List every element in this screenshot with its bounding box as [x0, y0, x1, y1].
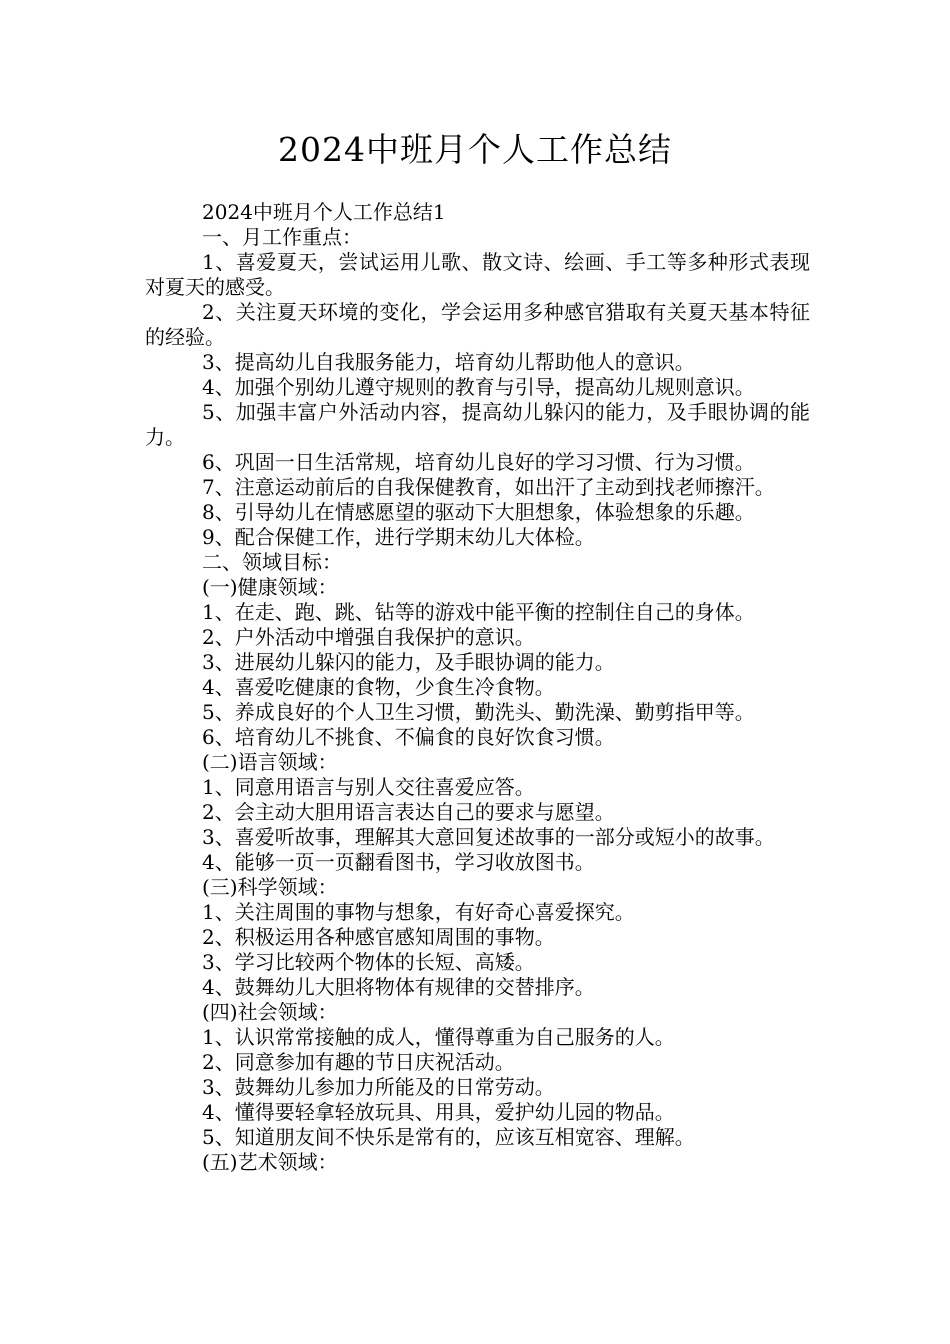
paragraph: 1、认识常常接触的成人，懂得尊重为自己服务的人。 [202, 1025, 675, 1049]
paragraph: (一)健康领域： [202, 575, 338, 599]
paragraph: 3、喜爱听故事，理解其大意回复述故事的一部分或短小的故事。 [202, 825, 775, 849]
paragraph: 5、加强丰富户外活动内容，提高幼儿躲闪的能力，及手眼协调的能力。 [145, 400, 810, 449]
paragraph: 3、提高幼儿自我服务能力，培育幼儿帮助他人的意识。 [202, 350, 695, 374]
paragraph: 8、引导幼儿在情感愿望的驱动下大胆想象，体验想象的乐趣。 [202, 500, 755, 524]
paragraph: 9、配合保健工作，进行学期末幼儿大体检。 [202, 525, 595, 549]
paragraph: 3、进展幼儿躲闪的能力，及手眼协调的能力。 [202, 650, 615, 674]
paragraph: 5、知道朋友间不快乐是常有的，应该互相宽容、理解。 [202, 1125, 695, 1149]
paragraph: (三)科学领域： [202, 875, 338, 899]
paragraph: 1、喜爱夏天，尝试运用儿歌、散文诗、绘画、手工等多种形式表现对夏天的感受。 [145, 250, 810, 299]
paragraph: 6、巩固一日生活常规，培育幼儿良好的学习习惯、行为习惯。 [202, 450, 755, 474]
paragraph: 2、户外活动中增强自我保护的意识。 [202, 625, 535, 649]
paragraph: 4、鼓舞幼儿大胆将物体有规律的交替排序。 [202, 975, 595, 999]
paragraph: 7、注意运动前后的自我保健教育，如出汗了主动到找老师擦汗。 [202, 475, 775, 499]
paragraph: 5、养成良好的个人卫生习惯，勤洗头、勤洗澡、勤剪指甲等。 [202, 700, 755, 724]
paragraph: 6、培育幼儿不挑食、不偏食的良好饮食习惯。 [202, 725, 615, 749]
paragraph: 2024中班月个人工作总结1 [202, 200, 446, 224]
paragraph: 4、懂得要轻拿轻放玩具、用具，爱护幼儿园的物品。 [202, 1100, 675, 1124]
paragraph: (五)艺术领域： [202, 1150, 338, 1174]
paragraph: 一、月工作重点： [202, 225, 362, 249]
paragraph: 4、加强个别幼儿遵守规则的教育与引导，提高幼儿规则意识。 [202, 375, 755, 399]
paragraph: (二)语言领域： [202, 750, 338, 774]
paragraph: 4、能够一页一页翻看图书，学习收放图书。 [202, 850, 595, 874]
paragraph: 2、同意参加有趣的节日庆祝活动。 [202, 1050, 515, 1074]
document-body [145, 200, 810, 1175]
paragraph: 二、领域目标： [202, 550, 342, 574]
paragraph: (四)社会领域： [202, 1000, 338, 1024]
paragraph: 3、学习比较两个物体的长短、高矮。 [202, 950, 535, 974]
paragraph: 2、关注夏天环境的变化，学会运用多种感官猎取有关夏天基本特征的经验。 [145, 300, 810, 349]
paragraph: 4、喜爱吃健康的食物，少食生冷食物。 [202, 675, 555, 699]
document-title: 2024中班月个人工作总结 [278, 130, 672, 169]
paragraph: 3、鼓舞幼儿参加力所能及的日常劳动。 [202, 1075, 555, 1099]
paragraph: 2、积极运用各种感官感知周围的事物。 [202, 925, 555, 949]
paragraph: 1、在走、跑、跳、钻等的游戏中能平衡的控制住自己的身体。 [202, 600, 755, 624]
paragraph: 1、同意用语言与别人交往喜爱应答。 [202, 775, 535, 799]
paragraph: 2、会主动大胆用语言表达自己的要求与愿望。 [202, 800, 615, 824]
paragraph: 1、关注周围的事物与想象，有好奇心喜爱探究。 [202, 900, 635, 924]
